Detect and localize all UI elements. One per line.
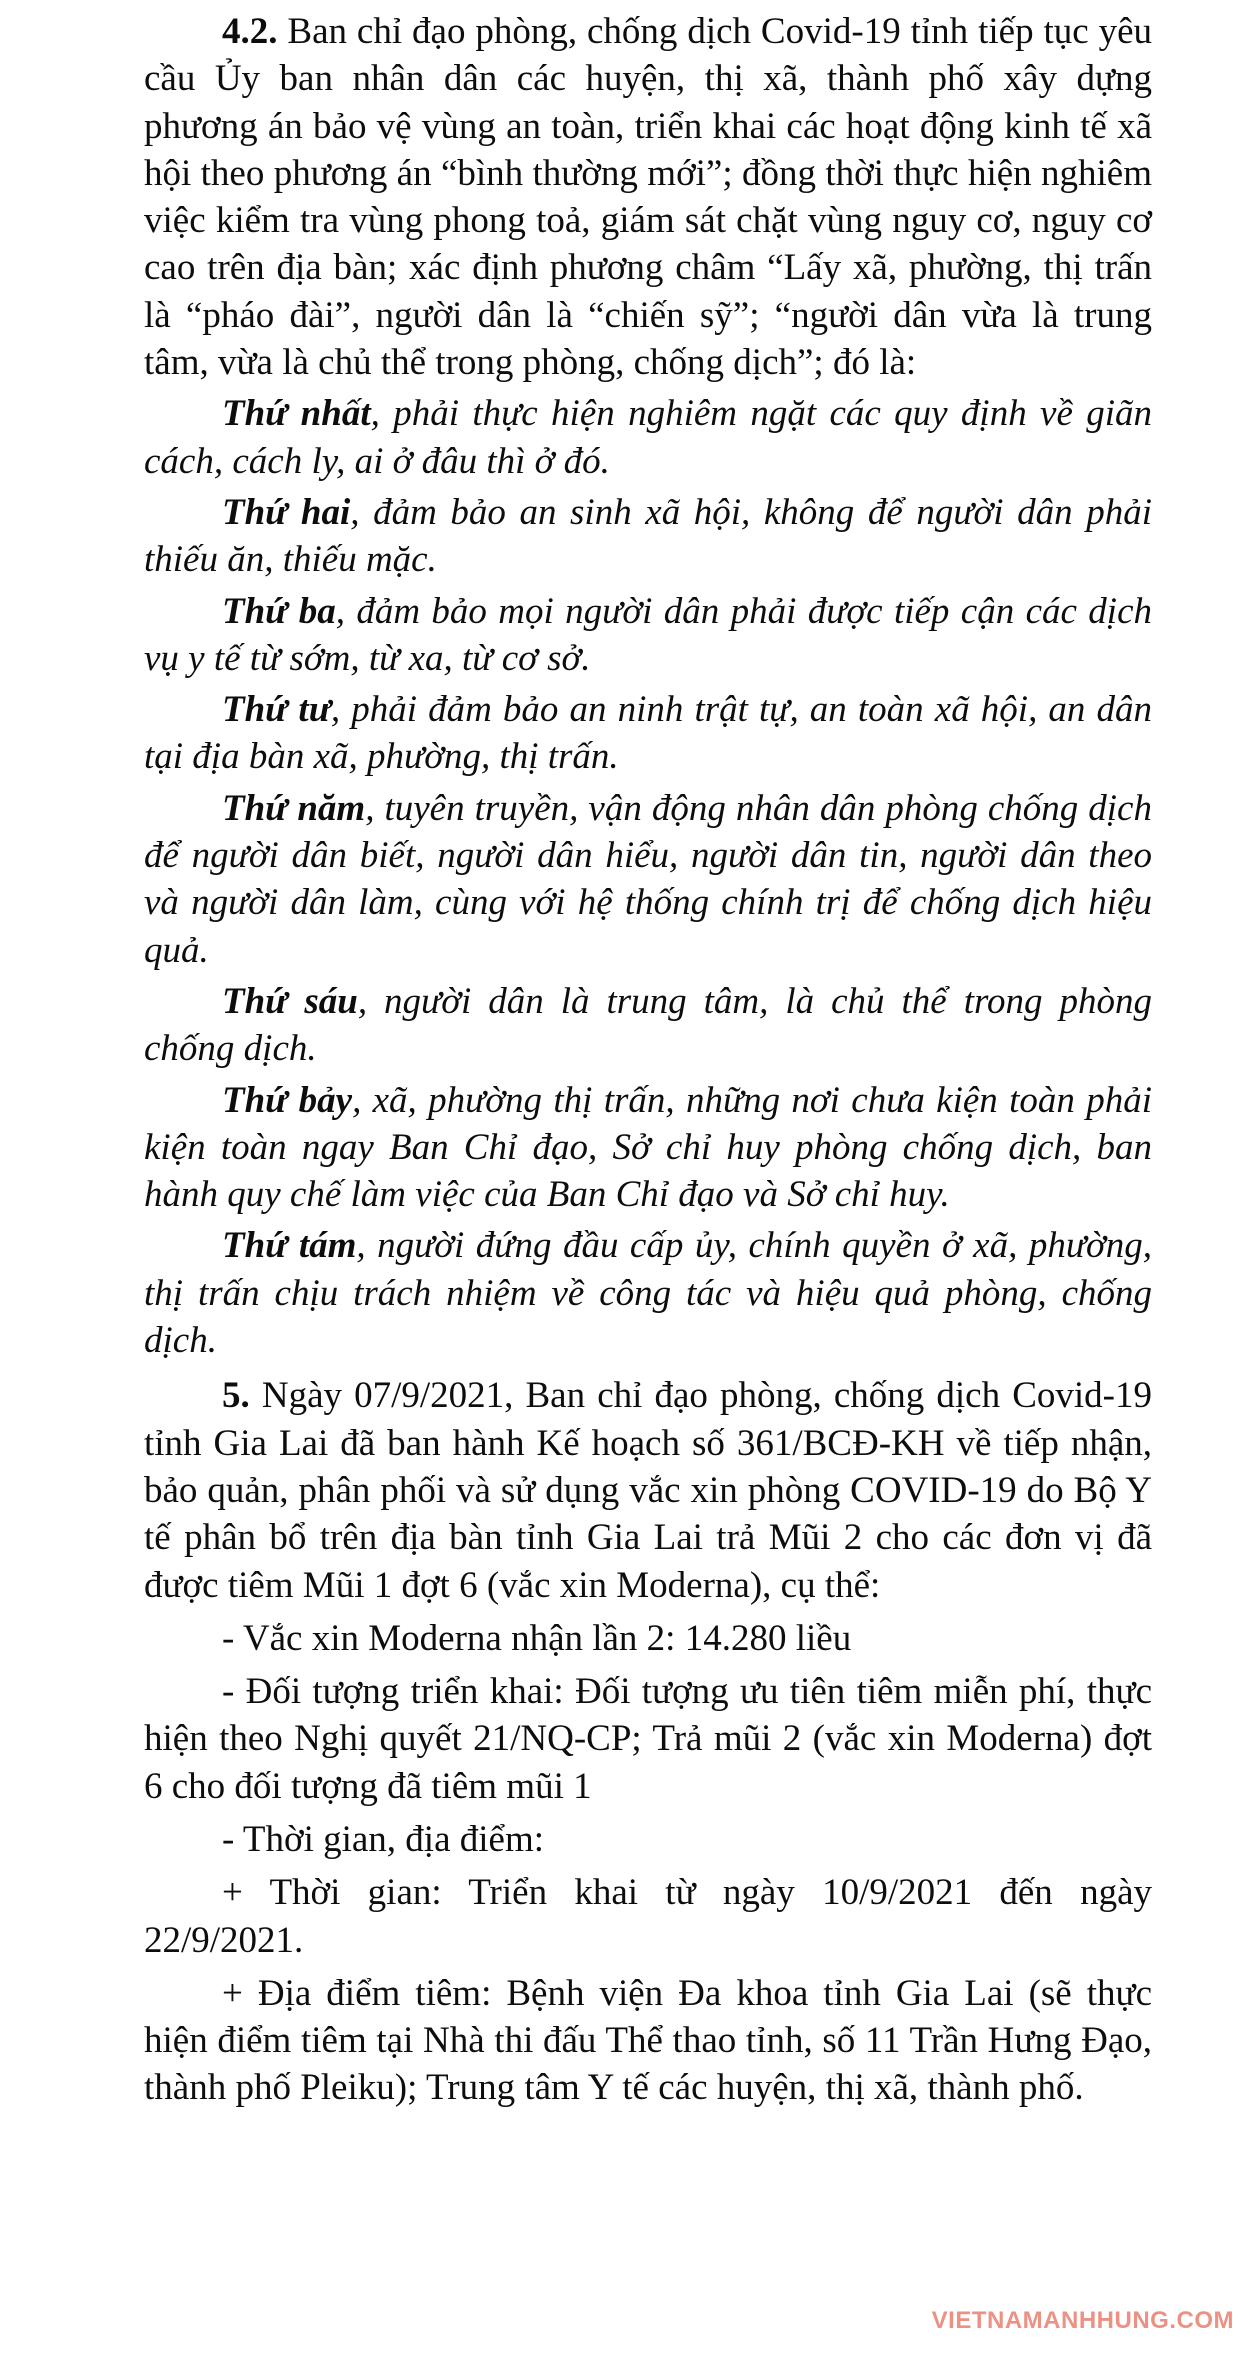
section-5-number: 5. (222, 1375, 250, 1417)
detail-target-group: - Đối tượng triển khai: Đối tượng ưu tiên tiêm miễn phí, thực hiện theo Nghị quyết 21/NQ-CP; Trả mũi 2 (vắc xin Moderna) đợt 6 cho đối tượng đã tiêm mũi 1 (144, 1671, 1152, 1807)
item-paragraph-2 (144, 489, 1152, 584)
detail-time-place-heading: - Thời gian, địa điểm: (222, 1818, 545, 1860)
item-paragraph-4 (144, 686, 1152, 781)
watermark: VIETNAMANHHUNG.COM (931, 2307, 1234, 2334)
item-text: , phải đảm bảo an ninh trật tự, an toàn xã hội, an dân tại địa bàn xã, phường, thị trấn. (144, 689, 1152, 778)
item-text: , xã, phường thị trấn, những nơi chưa kiện toàn phải kiện toàn ngay Ban Chỉ đạo, Sở chỉ huy phòng chống dịch, ban hành quy chế làm việc của Ban Chỉ đạo và Sở chỉ huy. (144, 1079, 1152, 1216)
section-5-text: Ngày 07/9/2021, Ban chỉ đạo phòng, chống dịch Covid-19 tỉnh Gia Lai đã ban hành Kế hoạch số 361/BCĐ-KH về tiếp nhận, bảo quản, phân phối và sử dụng vắc xin phòng COVID-19 do Bộ Y tế phân bổ trên địa bàn tỉnh Gia Lai trả Mũi 2 cho các đơn vị đã được tiêm Mũi 1 đợt 6 (vắc xin Moderna), cụ thể: (144, 1375, 1152, 1606)
item-lead: Thứ hai (222, 491, 351, 533)
detail-location: + Địa điểm tiêm: Bệnh viện Đa khoa tỉnh Gia Lai (sẽ thực hiện điểm tiêm tại Nhà thi đấu Thể thao tỉnh, số 11 Trần Hưng Đạo, thành phố Pleiku); Trung tâm Y tế các huyện, thị xã, thành phố. (144, 1972, 1152, 2109)
item-paragraph-8 (144, 1222, 1152, 1364)
item-lead: Thứ sáu (222, 980, 358, 1022)
section-4-2-text: Ban chỉ đạo phòng, chống dịch Covid-19 tỉnh tiếp tục yêu cầu Ủy ban nhân dân các huyện, thị xã, thành phố xây dựng phương án bảo vệ vùng an toàn, triển khai các hoạt động kinh tế xã hội theo phương án “bình thường mới”; đồng thời thực hiện nghiêm việc kiểm tra vùng phong toả, giám sát chặt vùng nguy cơ, nguy cơ cao trên địa bàn; xác định phương châm “Lấy xã, phường, thị trấn là “pháo đài”, người dân là “chiến sỹ”; “người dân vừa là trung tâm, vừa là chủ thể trong phòng, chống dịch”; đó là: (144, 11, 1152, 384)
detail-time: + Thời gian: Triển khai từ ngày 10/9/2021 đến ngày 22/9/2021. (144, 1872, 1152, 1961)
item-paragraph-3 (144, 588, 1152, 683)
page-bottom-fade (560, 2345, 1080, 2359)
item-lead: Thứ tư (222, 689, 331, 731)
item-text: , đảm bảo mọi người dân phải được tiếp cận các dịch vụ y tế từ sớm, từ xa, từ cơ sở. (144, 590, 1152, 679)
item-text: , người đứng đầu cấp ủy, chính quyền ở xã, phường, thị trấn chịu trách nhiệm về công tác và hiệu quả phòng, chống dịch. (144, 1225, 1152, 1362)
item-text: , phải thực hiện nghiêm ngặt các quy định về giãn cách, cách ly, ai ở đâu thì ở đó. (144, 393, 1152, 482)
item-lead: Thứ tám (222, 1225, 357, 1267)
document-page (144, 0, 1152, 2112)
item-lead: Thứ nhất (222, 393, 371, 435)
detail-vaccine-doses: - Vắc xin Moderna nhận lần 2: 14.280 liều (222, 1617, 852, 1659)
item-paragraph-1 (144, 390, 1152, 485)
item-lead: Thứ bảy (222, 1079, 353, 1121)
item-text: , người dân là trung tâm, là chủ thể trong phòng chống dịch. (144, 980, 1153, 1070)
item-text: , tuyên truyền, vận động nhân dân phòng chống dịch để người dân biết, người dân hiểu, người dân tin, người dân theo và người dân làm, cùng với hệ thống chính trị để chống dịch hiệu quả. (144, 787, 1152, 971)
item-paragraph-6 (144, 978, 1152, 1073)
item-lead: Thứ ba (222, 590, 336, 632)
item-lead: Thứ năm (222, 787, 366, 829)
item-paragraph-5 (144, 785, 1152, 974)
section-4-2-paragraph (144, 0, 1152, 386)
item-paragraph-7 (144, 1077, 1152, 1219)
section-5-paragraph (144, 1372, 1152, 1608)
item-text: , đảm bảo an sinh xã hội, không để người dân phải thiếu ăn, thiếu mặc. (144, 491, 1152, 581)
section-4-2-number: 4.2. (222, 11, 278, 52)
